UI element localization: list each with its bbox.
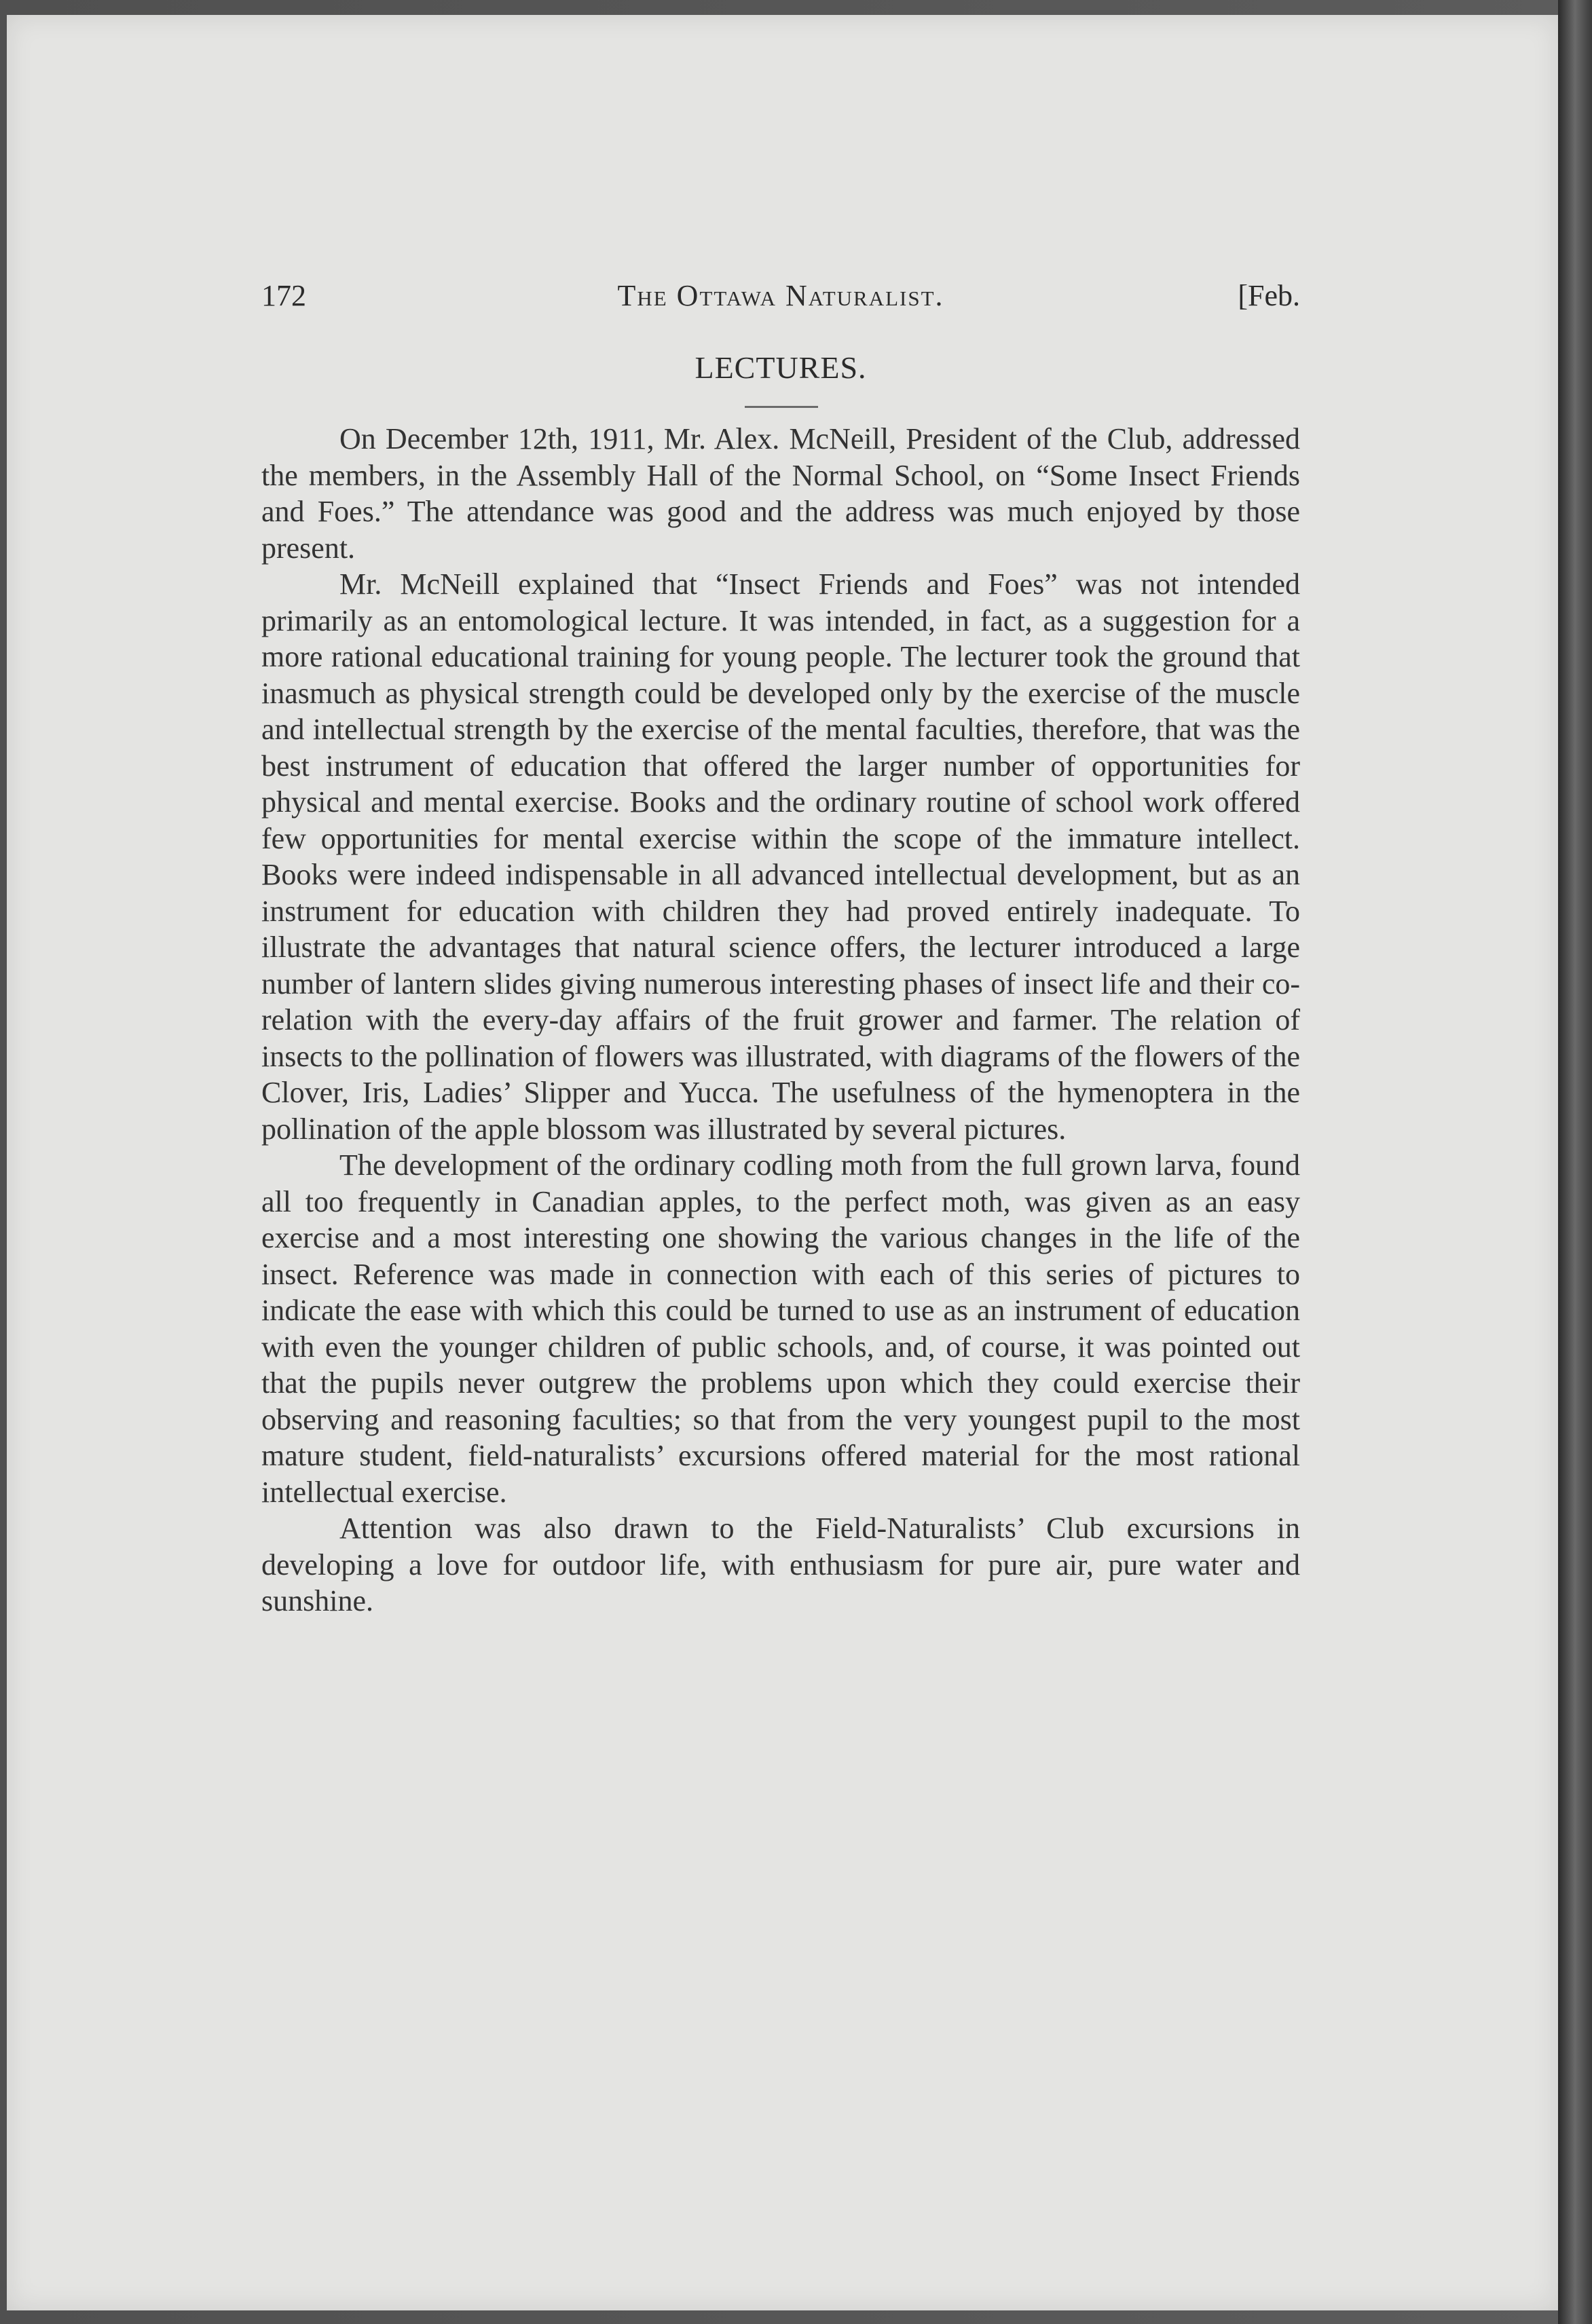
page-edge	[1558, 0, 1592, 2324]
section-title: LECTURES.	[695, 350, 867, 385]
page-number: 172	[261, 279, 306, 312]
article-body	[261, 421, 1300, 1619]
title-rule	[745, 406, 818, 408]
paragraph: The development of the ordinary codling moth from the full grown larva, found all too frequently in Canadian apples, to the perfect moth, was given as an easy exercise and a most interesting one showing the various changes in the life of the insect. Reference was made in connection with each of this series of pictures to indicate the ease with which this could be turned to use as an instrument of education with even the younger children of public schools, and, of course, it was pointed out that the pupils never outgrew the problems upon which they could exercise their observing and reasoning faculties; so that from the very youngest pupil to the most mature student, field-naturalists’ excursions offered material for the most rational intellectual exercise.	[261, 1148, 1300, 1509]
journal-title: The Ottawa Naturalist.	[617, 279, 944, 312]
paragraph: On December 12th, 1911, Mr. Alex. McNeill, President of the Club, addressed the members, in the Assembly Hall of the Normal School, on “Some Insect Friends and Foes.” The attendance was good and the address was much enjoyed by those present.	[261, 422, 1300, 565]
paragraph: Attention was also drawn to the Field-Naturalists’ Club excursions in developing a love for outdoor life, with enthusiasm for pure air, pure water and sunshine.	[261, 1512, 1300, 1617]
running-head	[261, 278, 1300, 326]
issue-month: [Feb.	[1238, 279, 1300, 312]
paragraph: Mr. McNeill explained that “Insect Friends and Foes” was not intended primarily as an entomological lecture. It was intended, in fact, as a suggestion for a more rational educational training for young people. The lecturer took the ground that inasmuch as physical strength could be developed only by the exercise of the muscle and intellectual strength by the exercise of the mental faculties, therefore, that was the best instrument of education that offered the larger number of opportunities for physical and mental exercise. Books and the ordinary routine of school work offered few opportunities for mental exercise within the scope of the immature intellect. Books were indeed indispensable in all advanced intellectual development, but as an instrument for education with children they had proved entirely inadequate. To illustrate the advantages that natural science offers, the lecturer introduced a large number of lantern slides giving numerous interesting phases of insect life and their co-relation with the every-day affairs of the fruit grower and farmer. The relation of insects to the pollination of flowers was illustrated, with diagrams of the flowers of the Clover, Iris, Ladies’ Slipper and Yucca. The usefulness of the hymenoptera in the pollination of the apple blossom was illustrated by several pictures.	[261, 567, 1300, 1146]
